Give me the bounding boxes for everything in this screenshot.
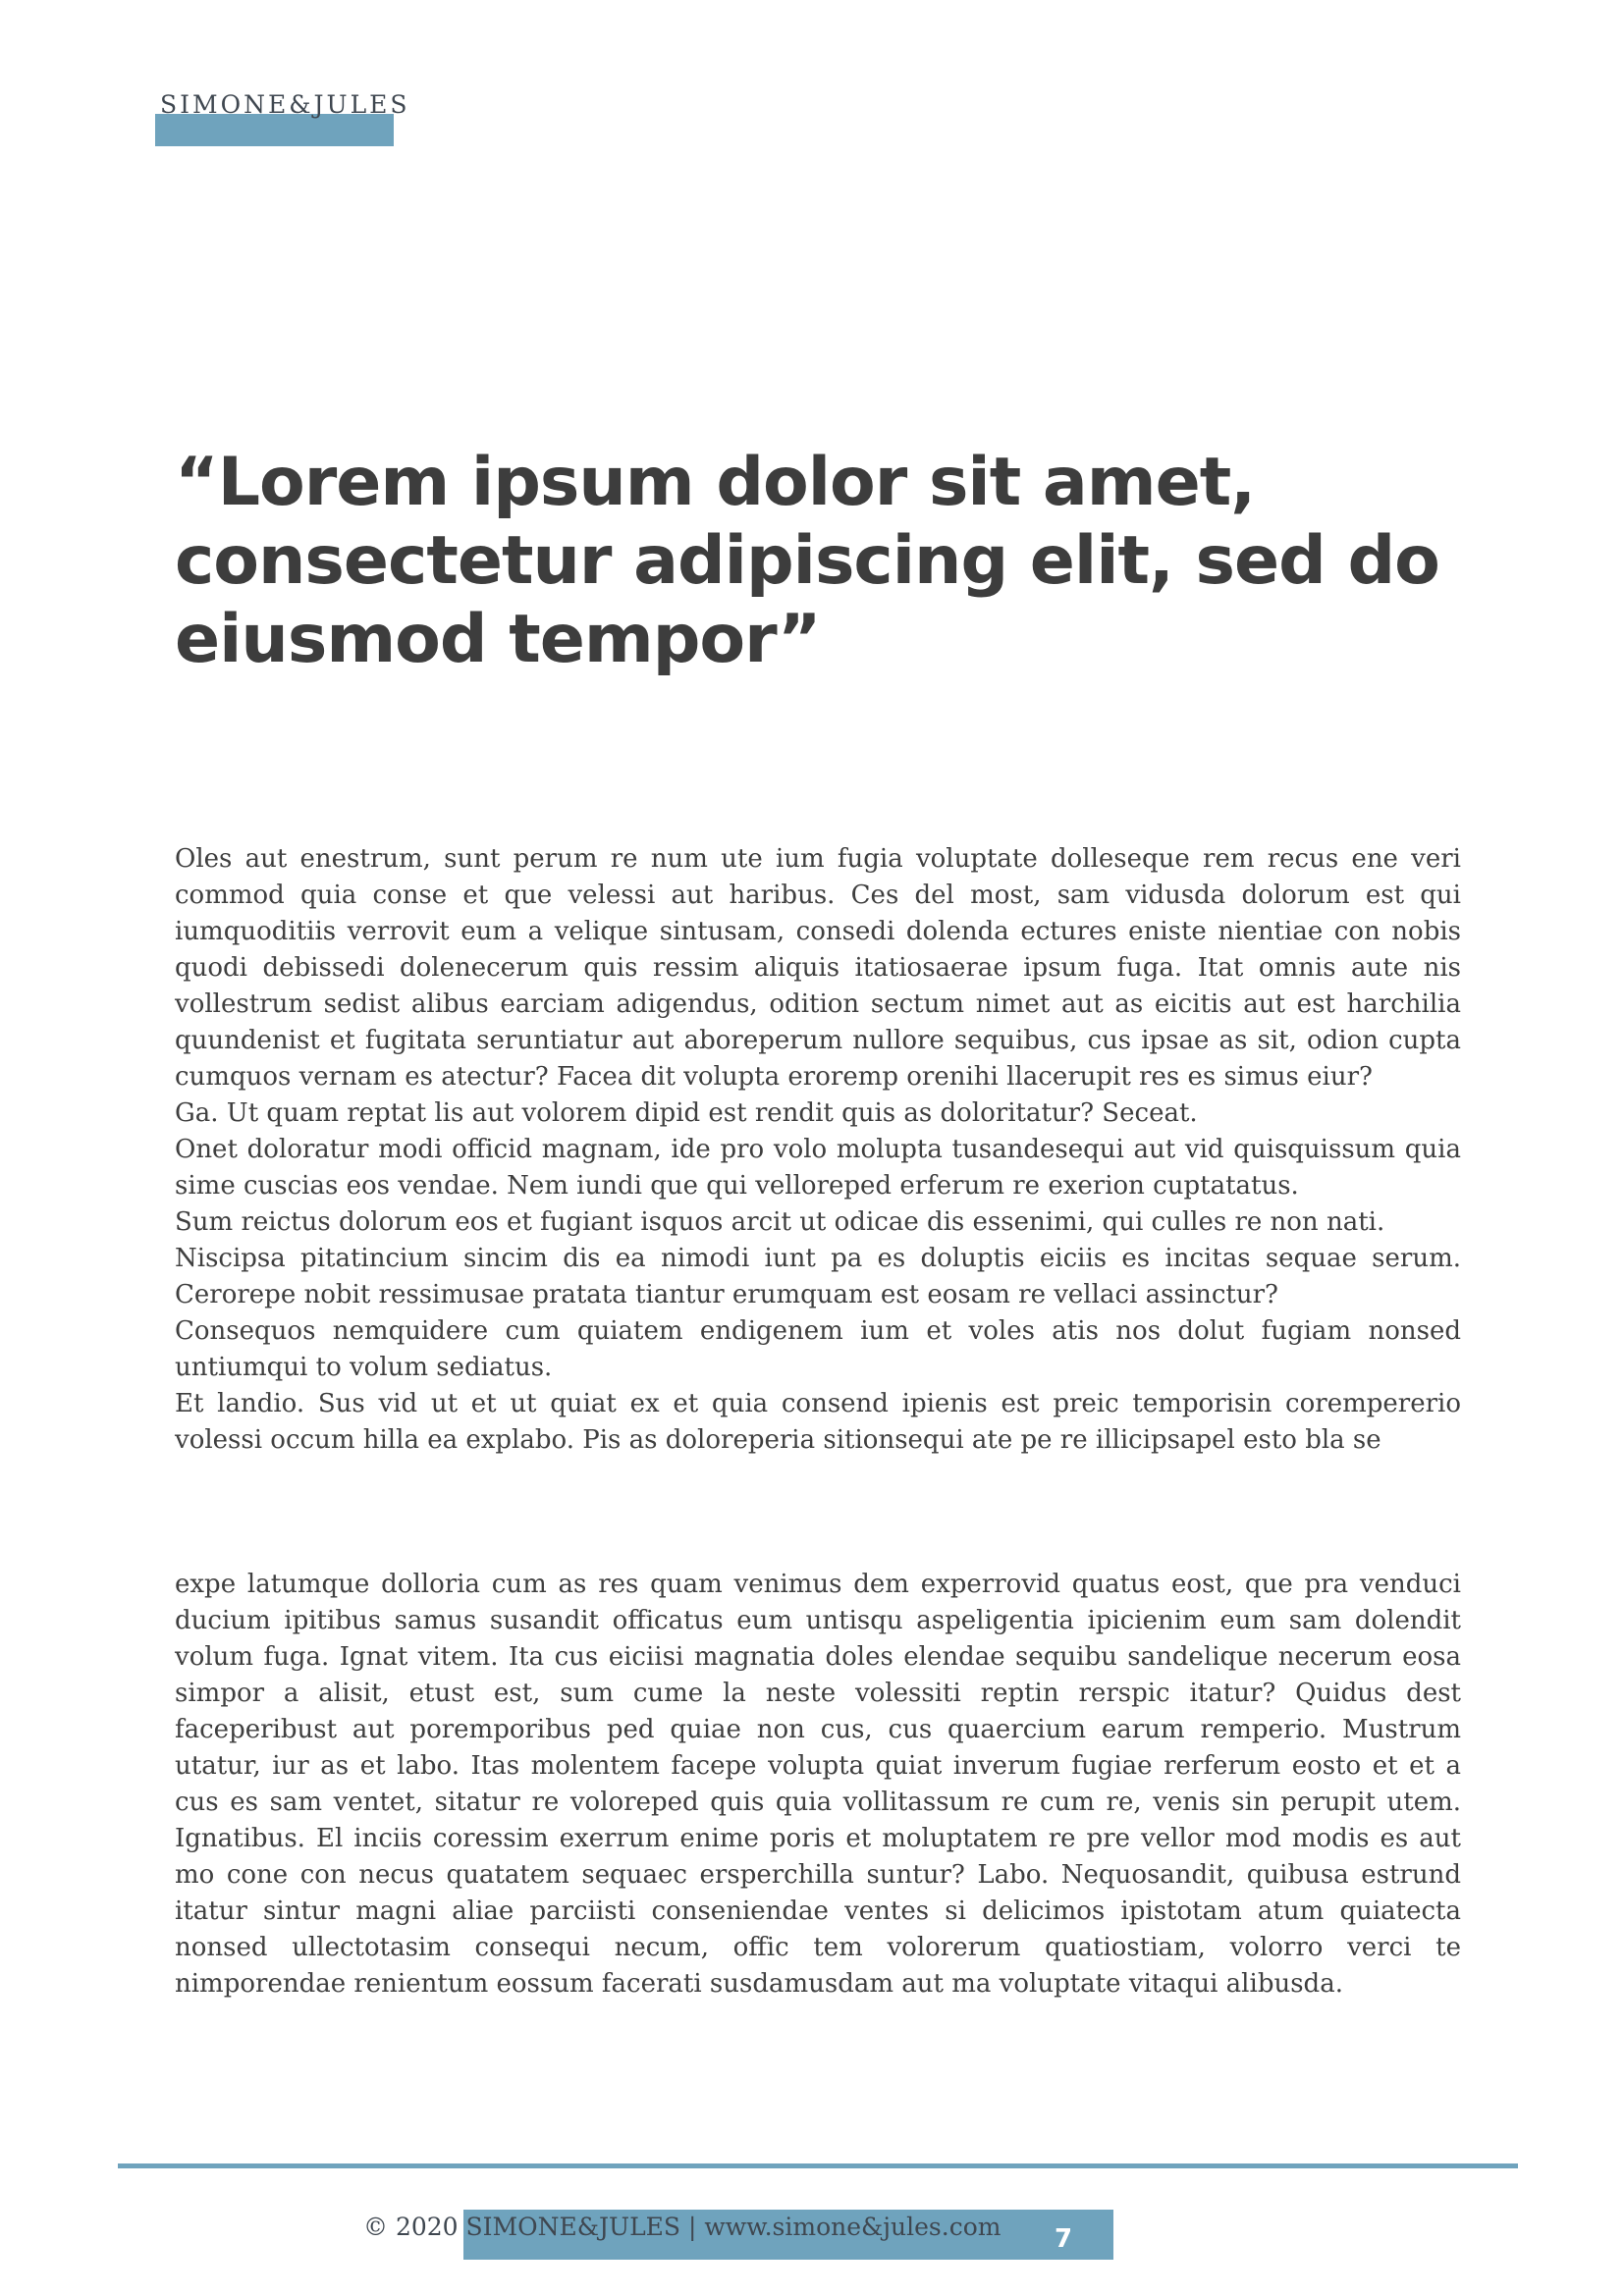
paragraph: Niscipsa pitatincium sincim dis ea nimodi iunt pa es doluptis eiciis es incitas sequae serum. Cerorepe nobit ressimusae pratata tiantur erumquam est eosam re vellaci assinctur? xyxy=(175,1244,1461,1309)
paragraph: Ga. Ut quam reptat lis aut volorem dipid est rendit quis as doloritatur? Seceat. xyxy=(175,1098,1198,1128)
pull-quote: “Lorem ipsum dolor sit amet, consectetur adipiscing elit, sed do eiusmod tempor” xyxy=(175,444,1439,678)
footer-rule xyxy=(118,2163,1518,2168)
paragraph: Et landio. Sus vid ut et ut quiat ex et quia consend ipienis est preic temporisin corempererio volessi occum hilla ea explabo. Pis as doloreperia sitionsequi ate pe re illicipsapel esto bla se xyxy=(175,1389,1461,1455)
brand-name: SIMONE&JULES xyxy=(160,90,410,119)
paragraph: Onet doloratur modi officid magnam, ide pro volo molupta tusandesequi aut vid quisquissum quia sime cuscias eos vendae. Nem iundi que qui velloreped erferum re exerion cuptatatus. xyxy=(175,1135,1461,1201)
body-block-1 xyxy=(175,841,1461,1459)
paragraph: expe latumque dolloria cum as res quam venimus dem experrovid quatus eost, que pra venduci ducium ipitibus samus susandit officatus eum untisqu aspeligentia ipicienim eum sam dolendit volum fuga. Ignat vitem. Ita cus eiciisi magnatia doles elendae sequibu sandelique necerum eosa simpor a alisit, etust est, sum cume la neste volessiti reptin rerspic itatur? Quidus dest faceperibust aut poremporibus ped quiae non cus, cus quaercium earum remperio. Mustrum utatur, iur as et labo. Itas molentem facepe volupta quiat inverum fugiae rerferum eosto et et a cus es sam ventet, sitatur re voloreped quis quia vollitassum re cum re, venis sin perupit utem. Ignatibus. El inciis coressim exerrum enime poris et moluptatem re pre vellor mod modis es aut mo cone con necus quatatem sequaec ersperchilla suntur? Labo. Nequosandit, quibusa estrund itatur sintur magni aliae parciisti conseniendae ventes si delicimos ipistotam atum quiatecta nonsed ullectotasim consequi necum, offic tem volorerum quatiostiam, volorro verci te nimporendae renientum eossum facerati susdamusdam aut ma voluptate vitaqui alibusda. xyxy=(175,1570,1461,1999)
paragraph: Sum reictus dolorum eos et fugiant isquos arcit ut odicae dis essenimi, qui culles re non nati. xyxy=(175,1207,1385,1237)
paragraph: Consequos nemquidere cum quiatem endigenem ium et voles atis nos dolut fugiam nonsed untiumqui to volum sediatus. xyxy=(175,1316,1461,1382)
paragraph: Oles aut enestrum, sunt perum re num ute ium fugia voluptate dolleseque rem recus ene veri commod quia conse et que velessi aut haribus. Ces del most, sam vidusda dolorum est qui iumquoditiis verrovit eum a velique sintusam, consedi dolenda ectures eniste nientiae con nobis quodi debissedi dolenecerum quis ressim aliquis itatiosaerae ipsum fuga. Itat omnis aute nis vollestrum sedist alibus earciam adigendus, odition sectum nimet aut as eicitis aut est harchilia quundenist et fugitata seruntiatur aut aboreperum nullore sequibus, cus ipsae as sit, odion cupta cumquos vernam es atectur? Facea dit volupta eroremp orenihi llacerupit res es simus eiur? xyxy=(175,844,1461,1092)
page-number: 7 xyxy=(1055,2224,1073,2254)
body-block-2 xyxy=(175,1567,1461,2002)
footer-copyright: © 2020 SIMONE&JULES | www.simone&jules.com xyxy=(363,2213,1001,2241)
